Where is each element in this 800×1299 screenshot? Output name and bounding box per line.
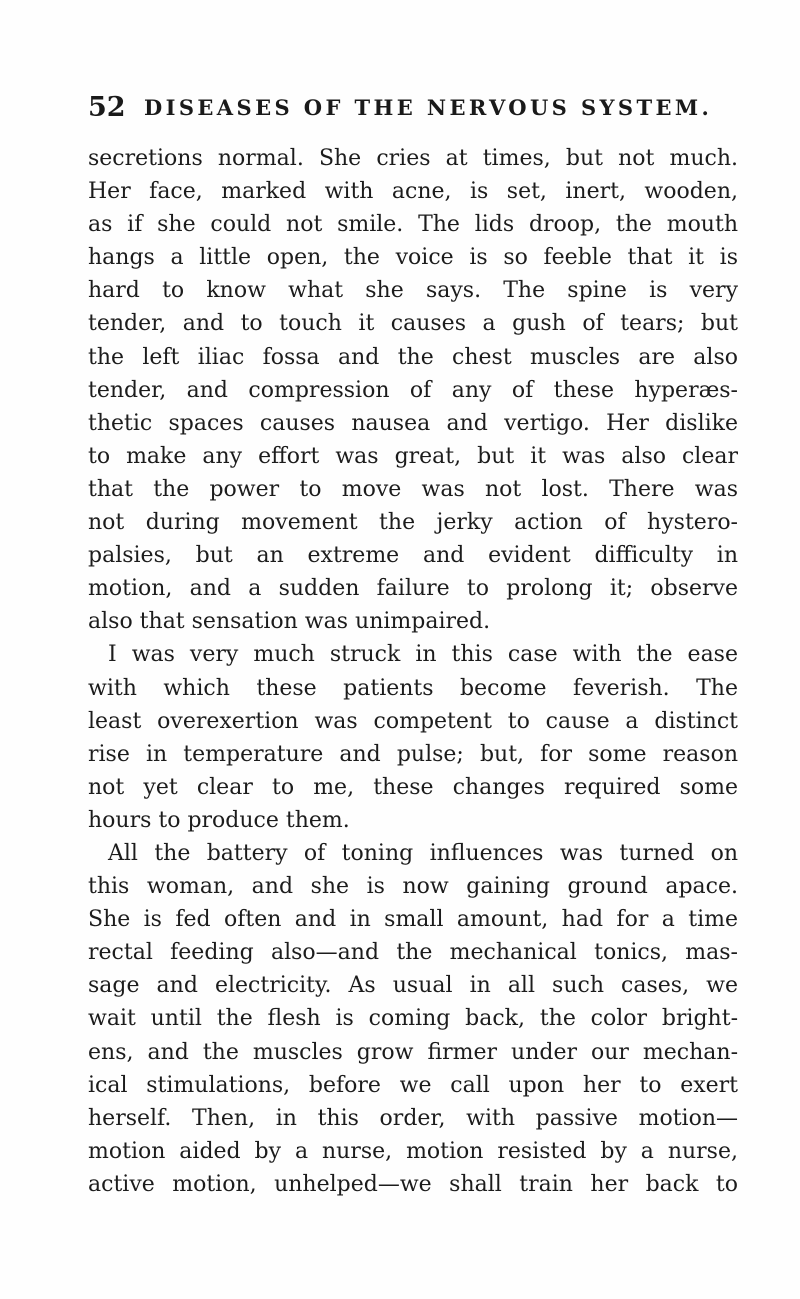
- text-line: rectal feeding also—and the mechanical tonics, mas-: [88, 940, 738, 966]
- text-line: palsies, but an extreme and evident difficulty in: [88, 543, 738, 569]
- text-line: least overexertion was competent to cause a distinct: [88, 708, 738, 734]
- text-line: ens, and the muscles grow firmer under our mechan-: [88, 1039, 738, 1065]
- text-line: motion aided by a nurse, motion resisted by a nurse,: [88, 1138, 738, 1164]
- text-line: that the power to move was not lost. There was: [88, 476, 738, 502]
- running-title: DISEASES OF THE NERVOUS SYSTEM.: [144, 95, 713, 120]
- text-line: with which these patients become feverish. The: [88, 675, 738, 701]
- text-line: not during movement the jerky action of hystero-: [88, 510, 738, 536]
- text-line: thetic spaces causes nausea and vertigo. Her dislike: [88, 410, 738, 436]
- page-number: 52: [88, 92, 126, 123]
- body-text: [88, 142, 738, 1201]
- text-line: active motion, unhelped—we shall train her back to: [88, 1171, 738, 1197]
- text-line: not yet clear to me, these changes required some: [88, 774, 738, 800]
- text-line: wait until the flesh is coming back, the color bright-: [88, 1006, 738, 1032]
- text-line: secretions normal. She cries at times, but not much.: [88, 146, 738, 171]
- text-line: to make any effort was great, but it was also clear: [88, 443, 738, 469]
- text-line: this woman, and she is now gaining ground apace.: [88, 874, 738, 900]
- text-line: tender, and compression of any of these hyperæs-: [88, 377, 738, 403]
- text-line: motion, and a sudden failure to prolong it; observe: [88, 576, 738, 602]
- running-head: [88, 88, 728, 128]
- text-line: also that sensation was unimpaired.: [88, 609, 491, 635]
- text-line: I was very much struck in this case with the ease: [108, 642, 738, 668]
- text-line: rise in temperature and pulse; but, for some reason: [88, 741, 738, 767]
- text-line: hard to know what she says. The spine is very: [88, 278, 738, 304]
- text-line: herself. Then, in this order, with passive motion—: [88, 1105, 738, 1131]
- text-line: tender, and to touch it causes a gush of tears; but: [88, 311, 738, 337]
- text-line: as if she could not smile. The lids droop, the mouth: [88, 212, 738, 238]
- text-line: ical stimulations, before we call upon her to exert: [88, 1072, 738, 1098]
- text-line: sage and electricity. As usual in all such cases, we: [88, 973, 738, 999]
- text-line: Her face, marked with acne, is set, inert, wooden,: [88, 179, 738, 205]
- text-line: She is fed often and in small amount, had for a time: [88, 907, 738, 933]
- text-line: hangs a little open, the voice is so feeble that it is: [88, 245, 738, 271]
- text-line: hours to produce them.: [88, 807, 350, 833]
- text-line: All the battery of toning influences was turned on: [108, 840, 738, 866]
- text-line: the left iliac fossa and the chest muscles are also: [88, 344, 738, 370]
